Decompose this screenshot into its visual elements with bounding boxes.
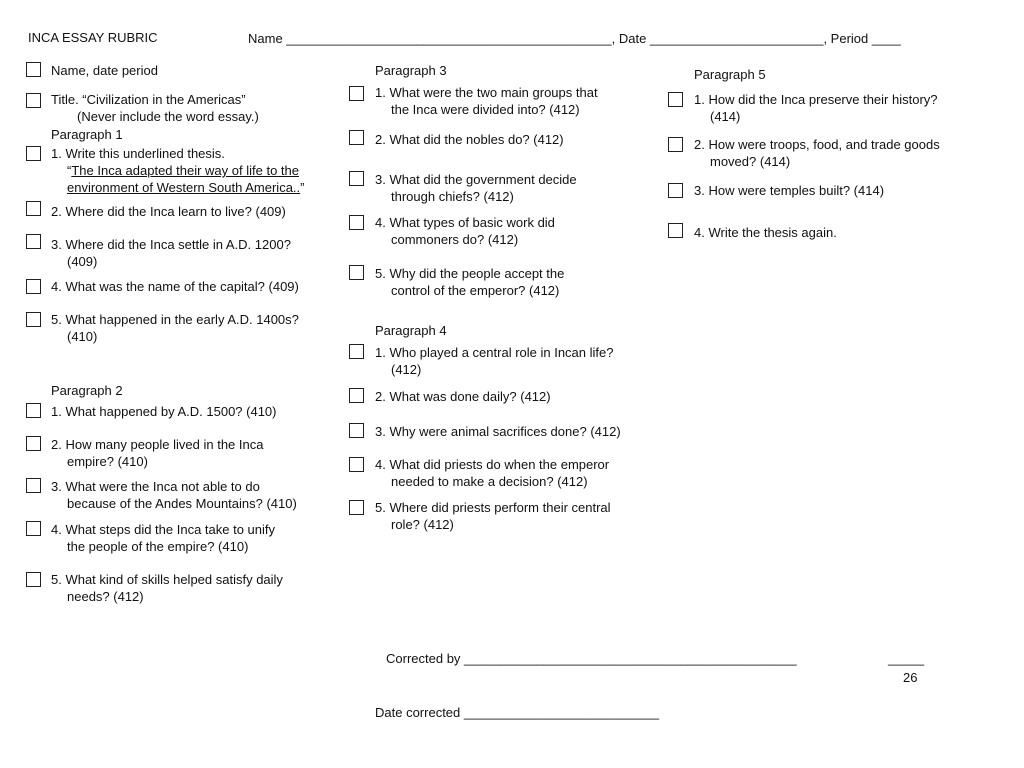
- checkbox-p5-2[interactable]: [668, 137, 683, 152]
- p1-question-5-cont: (410): [67, 329, 98, 344]
- paragraph-1-heading: Paragraph 1: [51, 127, 123, 142]
- p3-question-1-cont: the Inca were divided into? (412): [391, 102, 580, 117]
- checkbox-p4-1[interactable]: [349, 344, 364, 359]
- checkbox-p3-5[interactable]: [349, 265, 364, 280]
- score-blank[interactable]: _____: [888, 651, 925, 666]
- p4-question-5: 5. Where did priests perform their central: [375, 500, 611, 515]
- p2-question-2: 2. How many people lived in the Inca: [51, 437, 264, 452]
- item-title: Title. “Civilization in the Americas”: [51, 92, 246, 107]
- score-total: 26: [903, 670, 918, 685]
- checkbox-p3-4[interactable]: [349, 215, 364, 230]
- p5-question-4: 4. Write the thesis again.: [694, 225, 837, 240]
- p3-question-1: 1. What were the two main groups that: [375, 85, 598, 100]
- p4-question-1-cont: (412): [391, 362, 422, 377]
- date-corrected-field[interactable]: Date corrected ___________________________: [375, 705, 660, 720]
- checkbox-p2-3[interactable]: [26, 478, 41, 493]
- p5-question-3: 3. How were temples built? (414): [694, 183, 885, 198]
- checkbox-p2-4[interactable]: [26, 521, 41, 536]
- thesis-text-a: The Inca adapted their way of life to the: [71, 163, 299, 178]
- rubric-title: INCA ESSAY RUBRIC: [28, 30, 158, 45]
- p3-question-3: 3. What did the government decide: [375, 172, 577, 187]
- checkbox-p1-4[interactable]: [26, 279, 41, 294]
- thesis-period: .: [296, 180, 301, 195]
- p2-question-4-cont: the people of the empire? (410): [67, 539, 249, 554]
- thesis-text-b: environment of Western South America.: [67, 180, 297, 195]
- p1-question-3-cont: (409): [67, 254, 98, 269]
- p5-question-2-cont: moved? (414): [710, 154, 791, 169]
- checkbox-p4-5[interactable]: [349, 500, 364, 515]
- name-date-period-field[interactable]: Name _____________________________________________, Date ________________________, Period ____: [248, 31, 901, 46]
- checkbox-p3-1[interactable]: [349, 86, 364, 101]
- p2-question-2-cont: empire? (410): [67, 454, 148, 469]
- p3-question-3-cont: through chiefs? (412): [391, 189, 514, 204]
- checkbox-p1-2[interactable]: [26, 201, 41, 216]
- p1-question-5: 5. What happened in the early A.D. 1400s?: [51, 312, 299, 327]
- item-title-note: (Never include the word essay.): [77, 109, 259, 124]
- p3-question-4: 4. What types of basic work did: [375, 215, 555, 230]
- item-name-date: Name, date period: [51, 63, 158, 78]
- checkbox-p1-1[interactable]: [26, 146, 41, 161]
- p1-question-3: 3. Where did the Inca settle in A.D. 1200?: [51, 237, 291, 252]
- p3-question-5: 5. Why did the people accept the: [375, 266, 565, 281]
- corrected-by-field[interactable]: Corrected by ______________________________________________: [386, 651, 797, 666]
- p5-question-2: 2. How were troops, food, and trade goods: [694, 137, 940, 152]
- p4-question-4-cont: needed to make a decision? (412): [391, 474, 588, 489]
- p4-question-3: 3. Why were animal sacrifices done? (412): [375, 424, 621, 439]
- checkbox-p3-3[interactable]: [349, 171, 364, 186]
- checkbox-p5-4[interactable]: [668, 223, 683, 238]
- checkbox-p2-1[interactable]: [26, 403, 41, 418]
- checkbox-p4-4[interactable]: [349, 457, 364, 472]
- checkbox-p1-3[interactable]: [26, 234, 41, 249]
- p2-question-4: 4. What steps did the Inca take to unify: [51, 522, 276, 537]
- p2-question-1: 1. What happened by A.D. 1500? (410): [51, 404, 277, 419]
- p3-question-2: 2. What did the nobles do? (412): [375, 132, 564, 147]
- paragraph-4-heading: Paragraph 4: [375, 323, 447, 338]
- p3-question-4-cont: commoners do? (412): [391, 232, 519, 247]
- p1-question-1: 1. Write this underlined thesis.: [51, 146, 225, 161]
- checkbox-name-date[interactable]: [26, 62, 41, 77]
- p2-question-3-cont: because of the Andes Mountains? (410): [67, 496, 297, 511]
- p1-thesis-line-1: [67, 162, 299, 179]
- p1-thesis-line-2: [67, 179, 305, 196]
- p1-question-4: 4. What was the name of the capital? (409): [51, 279, 299, 294]
- p2-question-3: 3. What were the Inca not able to do: [51, 479, 260, 494]
- checkbox-p2-5[interactable]: [26, 572, 41, 587]
- p4-question-2: 2. What was done daily? (412): [375, 389, 551, 404]
- quote-open: “: [67, 163, 72, 178]
- checkbox-p1-5[interactable]: [26, 312, 41, 327]
- p4-question-1: 1. Who played a central role in Incan life?: [375, 345, 614, 360]
- checkbox-p3-2[interactable]: [349, 130, 364, 145]
- p2-question-5: 5. What kind of skills helped satisfy daily: [51, 572, 283, 587]
- paragraph-5-heading: Paragraph 5: [694, 67, 766, 82]
- p4-question-4: 4. What did priests do when the emperor: [375, 457, 610, 472]
- quote-close: ”: [300, 180, 305, 195]
- checkbox-p5-3[interactable]: [668, 183, 683, 198]
- p4-question-5-cont: role? (412): [391, 517, 454, 532]
- p5-question-1: 1. How did the Inca preserve their history?: [694, 92, 938, 107]
- checkbox-p4-2[interactable]: [349, 388, 364, 403]
- p2-question-5-cont: needs? (412): [67, 589, 144, 604]
- checkbox-title[interactable]: [26, 93, 41, 108]
- paragraph-2-heading: Paragraph 2: [51, 383, 123, 398]
- paragraph-3-heading: Paragraph 3: [375, 63, 447, 78]
- p1-question-2: 2. Where did the Inca learn to live? (409): [51, 204, 286, 219]
- p5-question-1-cont: (414): [710, 109, 741, 124]
- checkbox-p2-2[interactable]: [26, 436, 41, 451]
- checkbox-p4-3[interactable]: [349, 423, 364, 438]
- p3-question-5-cont: control of the emperor? (412): [391, 283, 560, 298]
- checkbox-p5-1[interactable]: [668, 92, 683, 107]
